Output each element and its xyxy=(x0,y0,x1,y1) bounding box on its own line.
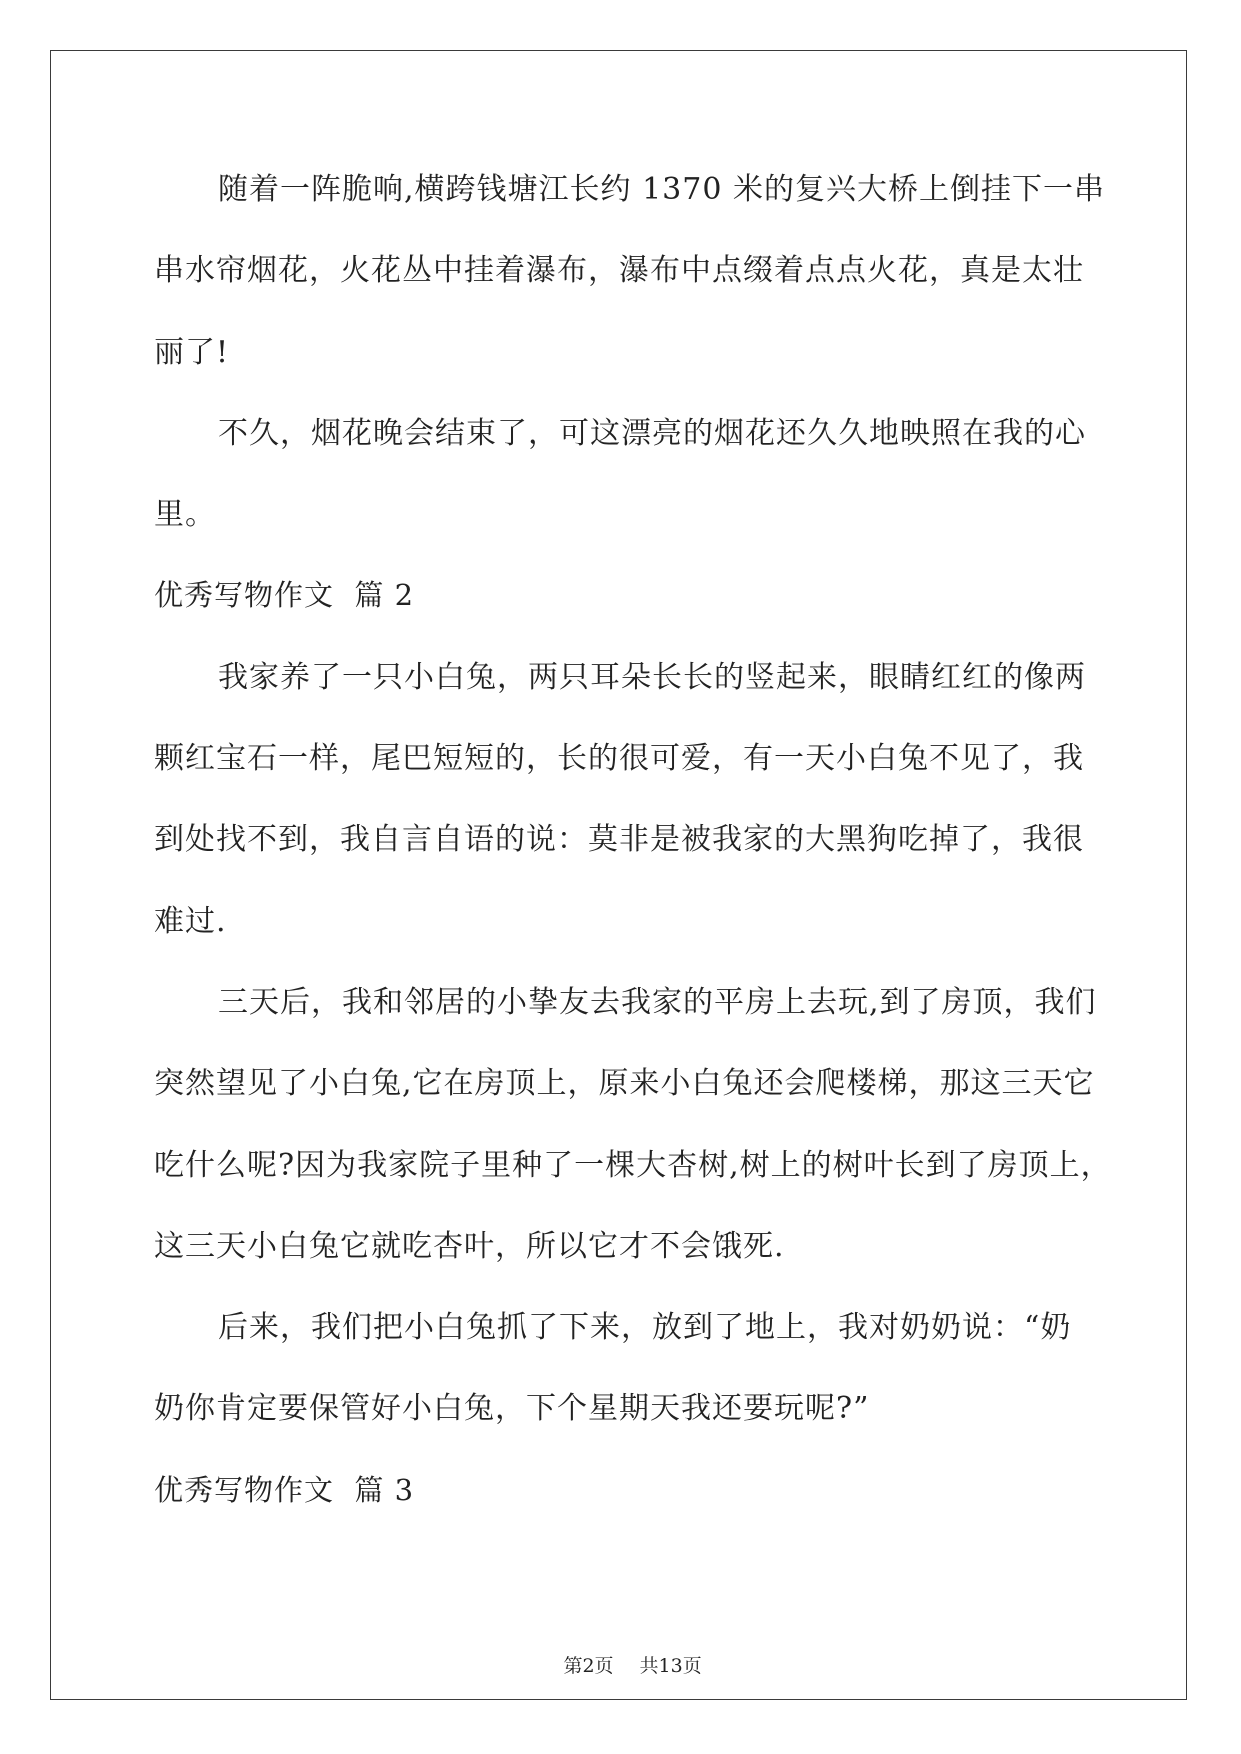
paragraph-line: 后来，我们把小白兔抓了下来，放到了地上，我对奶奶说：“奶 xyxy=(218,1310,1072,1346)
section-heading-3: 优秀写物作文 篇 3 xyxy=(154,1472,415,1507)
paragraph-line: 突然望见了小白兔,它在房顶上，原来小白兔还会爬楼梯，那这三天它 xyxy=(154,1066,1095,1102)
paragraph-fireworks-bridge xyxy=(154,149,1114,393)
paragraph-line: 我家养了一只小白兔，两只耳朵长长的竖起来，眼睛红红的像两 xyxy=(218,659,1086,695)
page-total-label: 共13页 xyxy=(639,1655,702,1677)
paragraph-line: 不久，烟花晚会结束了，可这漂亮的烟花还久久地映照在我的心 xyxy=(218,415,1086,451)
document-body xyxy=(154,149,1114,1531)
paragraph-line: 串水帘烟花，火花丛中挂着瀑布，瀑布中点缀着点点火花，真是太壮 xyxy=(154,253,1084,289)
page-footer xyxy=(0,1624,1241,1708)
paragraph-line: 这三天小白兔它就吃杏叶，所以它才不会饿死. xyxy=(154,1228,785,1264)
paragraph-rabbit-lost xyxy=(154,637,1114,962)
paragraph-fireworks-end xyxy=(154,393,1114,556)
page-number-label: 第2页 xyxy=(563,1655,614,1677)
section-heading-2: 优秀写物作文 篇 2 xyxy=(154,578,415,613)
paragraph-line: 三天后，我和邻居的小挚友去我家的平房上去玩,到了房顶，我们 xyxy=(218,984,1097,1020)
paragraph-line: 吃什么呢?因为我家院子里种了一棵大杏树,树上的树叶长到了房顶上， xyxy=(154,1147,1112,1183)
paragraph-line: 颗红宝石一样，尾巴短短的，长的很可爱，有一天小白兔不见了，我 xyxy=(154,741,1084,777)
paragraph-line: 丽了! xyxy=(154,334,230,370)
paragraph-rabbit-ending xyxy=(154,1287,1114,1450)
paragraph-line: 到处找不到，我自言自语的说：莫非是被我家的大黑狗吃掉了，我很 xyxy=(154,822,1084,858)
paragraph-line: 奶你肯定要保管好小白兔，下个星期天我还要玩呢?” xyxy=(154,1391,870,1427)
paragraph-line: 里。 xyxy=(154,497,216,533)
paragraph-line: 难过. xyxy=(154,903,227,939)
paragraph-rabbit-found xyxy=(154,962,1114,1287)
paragraph-line: 随着一阵脆响,横跨钱塘江长约 1370 米的复兴大桥上倒挂下一串 xyxy=(218,172,1105,207)
